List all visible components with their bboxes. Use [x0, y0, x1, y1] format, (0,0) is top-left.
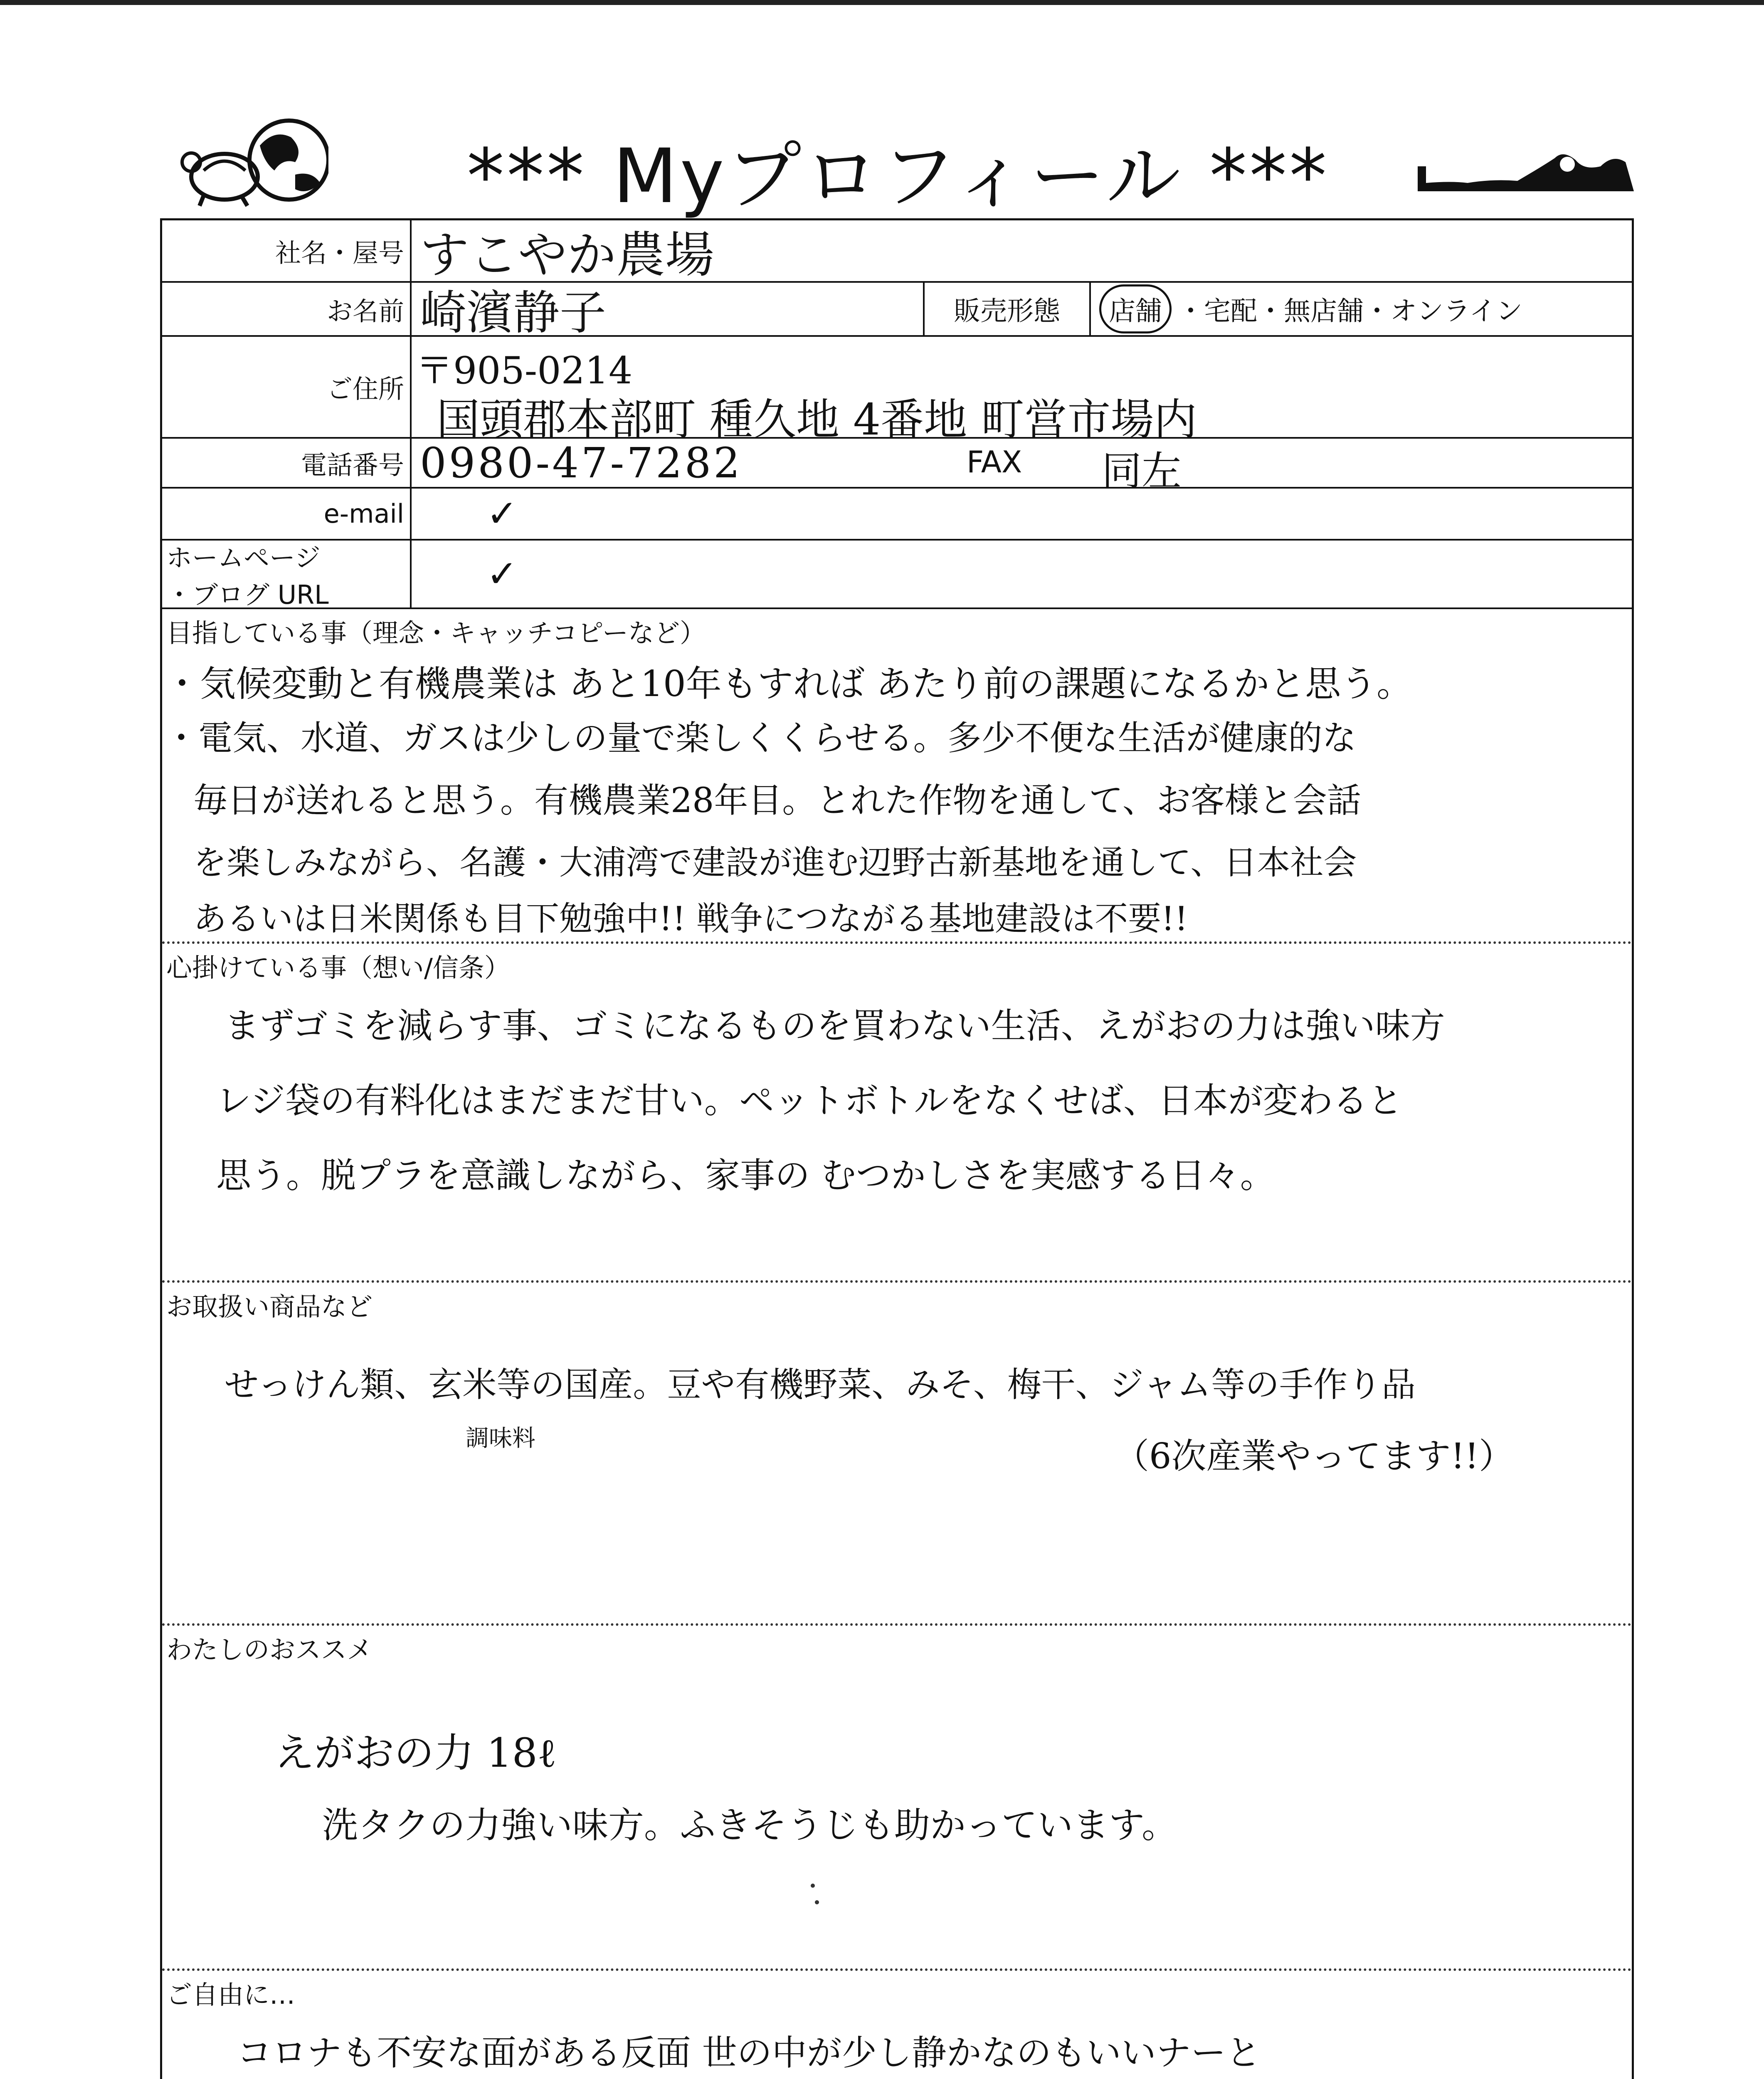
sales-option-others: ・宅配・無店舗・オンライン	[1177, 296, 1523, 327]
company-label: 社名・屋号	[162, 220, 412, 281]
goals-label: 目指している事（理念・キャッチコピーなど）	[166, 618, 706, 648]
email-value: ✓	[486, 492, 518, 536]
landscape-decoration-icon	[1418, 141, 1634, 204]
free-line-1: コロナも不安な面がある反面 世の中が少し静かなのもいいナーと	[237, 2032, 1261, 2073]
email-label: e-mail	[162, 489, 412, 539]
homepage-label-line2: ・ブログ URL	[166, 579, 329, 610]
mindset-line-3: 思う。脱プラを意識しながら、家事の むつかしさを実感する日々。	[216, 1155, 1275, 1196]
products-line-1: せっけん類、玄米等の国産。豆や有機野菜、みそ、梅干、ジャム等の手作り品	[225, 1365, 1416, 1405]
homepage-label-line1: ホームページ	[166, 542, 321, 573]
sales-form-options	[1099, 283, 1522, 335]
goals-line-2: ・電気、水道、ガスは少しの量で楽しくくらせる。多少不便な生活が健康的な	[164, 719, 1357, 758]
page-header	[0, 104, 1764, 220]
phone-label: 電話番号	[162, 439, 412, 487]
email-row	[162, 489, 1632, 541]
recommend-section	[162, 1626, 1632, 1971]
address-label: ご住所	[162, 337, 412, 437]
goals-section	[162, 609, 1632, 944]
name-row	[162, 283, 1632, 340]
top-border-line	[0, 0, 1764, 5]
goals-line-1: ・気候変動と有機農業は あと10年もすれば あたり前の課題になるかと思う。	[164, 663, 1413, 705]
page-title: *** Myプロフィール ***	[466, 133, 1330, 220]
address-line: 国頭郡本部町 種久地 4番地 町営市場内	[437, 394, 1197, 445]
ink-speck	[811, 1884, 815, 1888]
name-label: お名前	[162, 283, 412, 335]
recommend-label: わたしのおススメ	[166, 1635, 373, 1665]
mindset-line-2: レジ袋の有料化はまだまだ甘い。ペットボトルをなくせば、日本が変わると	[216, 1080, 1403, 1121]
phone-value: 0980-47-7282	[420, 438, 743, 487]
goals-line-4: を楽しみながら、名護・大浦湾で建設が進む辺野古新基地を通して、日本社会	[193, 843, 1357, 882]
sales-form-cell	[923, 283, 1636, 335]
ink-speck	[815, 1900, 819, 1904]
profile-form	[160, 218, 1634, 2079]
products-label: お取扱い商品など	[166, 1291, 373, 1322]
mindset-line-1: まずゴミを減らす事、ゴミになるものを買わない生活、えがおの力は強い味方	[225, 1005, 1445, 1046]
products-section	[162, 1283, 1632, 1626]
fax-label: FAX	[967, 444, 1022, 479]
homepage-label	[162, 541, 412, 610]
mindset-label: 心掛けている事（想い/信条）	[166, 953, 510, 983]
recommend-line-1: えがおの力 18ℓ	[274, 1730, 557, 1776]
company-row	[162, 220, 1632, 283]
phone-row	[162, 438, 1632, 494]
fax-value: 同左	[1102, 448, 1182, 494]
recommend-line-2: 洗タクの力強い味方。ふきそうじも助かっています。	[322, 1805, 1178, 1846]
products-line-2: （6次産業やってます!!）	[1114, 1436, 1514, 1477]
address-row	[162, 337, 1632, 445]
goals-line-5: あるいは日米関係も目下勉強中!! 戦争につながる基地建設は不要!!	[193, 899, 1188, 938]
earth-turtle-logo-icon	[179, 112, 328, 208]
mindset-section	[162, 944, 1632, 1283]
products-note: 調味料	[466, 1425, 535, 1452]
free-label: ご自由に…	[166, 1980, 296, 2010]
free-section	[162, 1971, 1632, 2079]
company-value: すこやか農場	[420, 226, 715, 284]
sales-option-selected: 店舗	[1099, 284, 1172, 333]
name-value: 崎濱静子	[420, 286, 606, 340]
homepage-value: ✓	[486, 552, 518, 596]
sales-form-label: 販売形態	[925, 283, 1091, 335]
homepage-row	[162, 541, 1632, 609]
address-postal: 〒905-0214	[416, 349, 633, 393]
goals-line-3: 毎日が送れると思う。有機農業28年目。とれた作物を通して、お客様と会話	[193, 781, 1361, 820]
